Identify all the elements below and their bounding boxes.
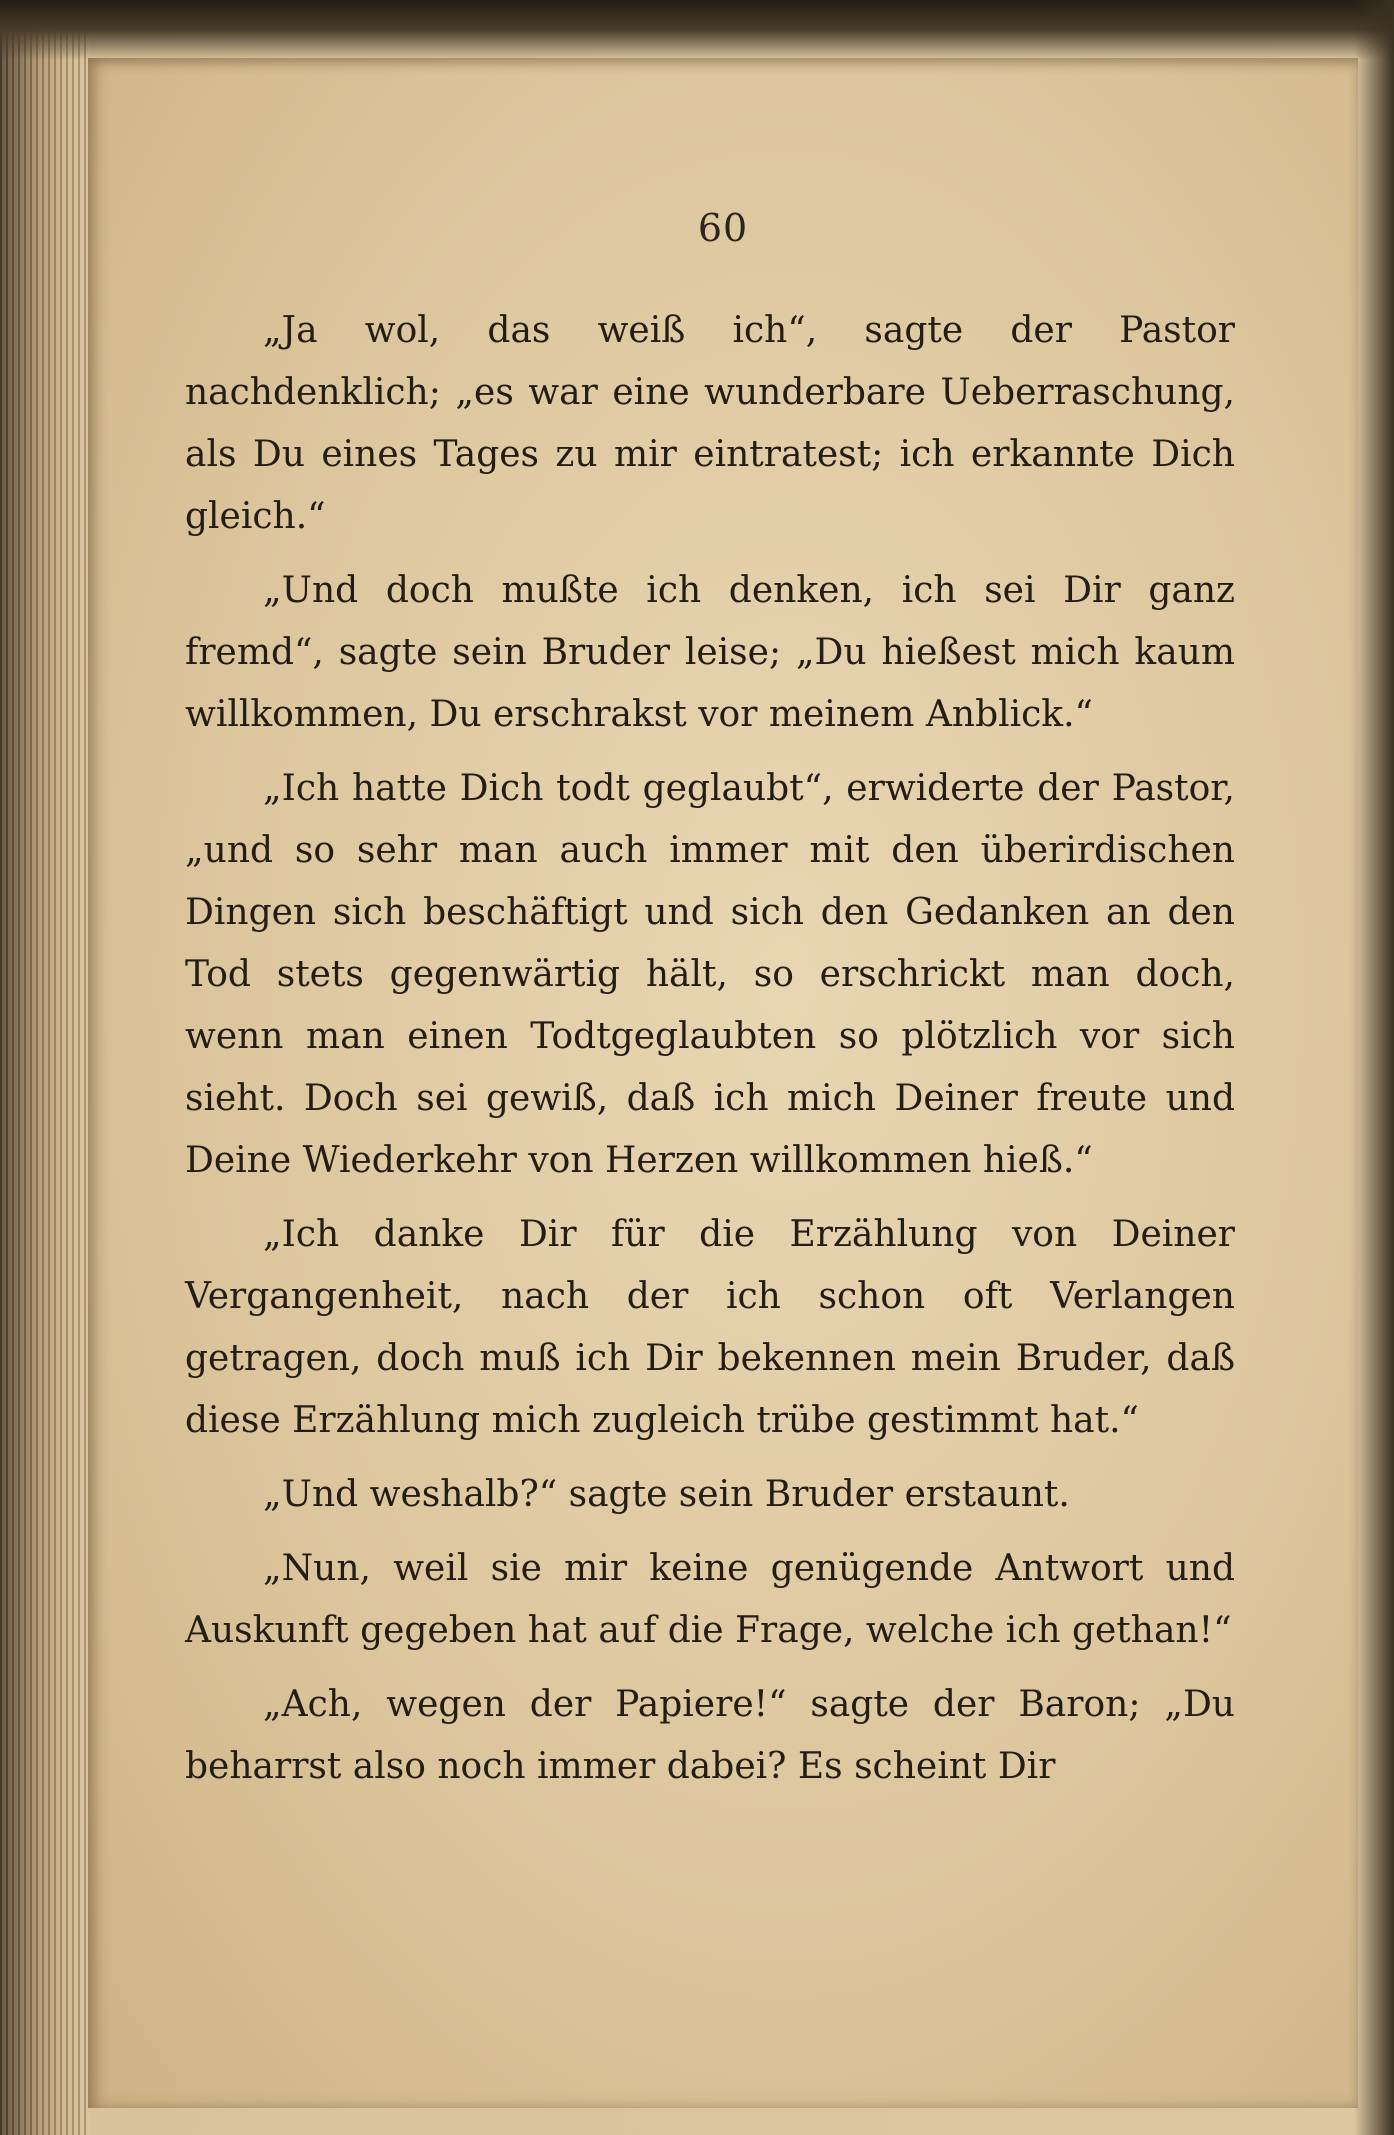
paragraph: „Ja wol, das weiß ich“, sagte der Pastor nachdenklich; „es war eine wunderbare Ueberraschung, als Du eines Tages zu mir eintratest; ich erkannte Dich gleich.“ <box>185 310 1235 537</box>
book-top-edge <box>0 0 1394 60</box>
book-right-edge <box>1354 0 1394 2135</box>
paragraph: „Und doch mußte ich denken, ich sei Dir ganz fremd“, sagte sein Bruder leise; „Du hießest mich kaum willkommen, Du erschrakst vor meinem Anblick.“ <box>185 570 1235 735</box>
paragraph: „Und weshalb?“ sagte sein Bruder erstaunt. <box>263 1474 1070 1515</box>
paragraph: „Nun, weil sie mir keine genügende Antwort und Auskunft gegeben hat auf die Frage, welche ich gethan!“ <box>185 1548 1235 1651</box>
paragraph: „Ach, wegen der Papiere!“ sagte der Baron; „Du beharrst also noch immer dabei? Es scheint Dir <box>185 1684 1235 1787</box>
book-spine-edge <box>0 0 90 2135</box>
page-number: 60 <box>697 206 749 250</box>
paragraph: „Ich danke Dir für die Erzählung von Deiner Vergangenheit, nach der ich schon oft Verlangen getragen, doch muß ich Dir bekennen mein Bruder, daß diese Erzählung mich zugleich trübe gestimmt hat.“ <box>185 1214 1235 1441</box>
paragraph: „Ich hatte Dich todt geglaubt“, erwiderte der Pastor, „und so sehr man auch immer mit den überirdischen Dingen sich beschäftigt und sich den Gedanken an den Tod stets gegenwärtig hält, so erschrickt man doch, wenn man einen Todtgeglaubten so plötzlich vor sich sieht. Doch sei gewiß, daß ich mich Deiner freute und Deine Wiederkehr von Herzen willkommen hieß.“ <box>185 768 1235 1181</box>
page-text <box>185 300 1235 1810</box>
